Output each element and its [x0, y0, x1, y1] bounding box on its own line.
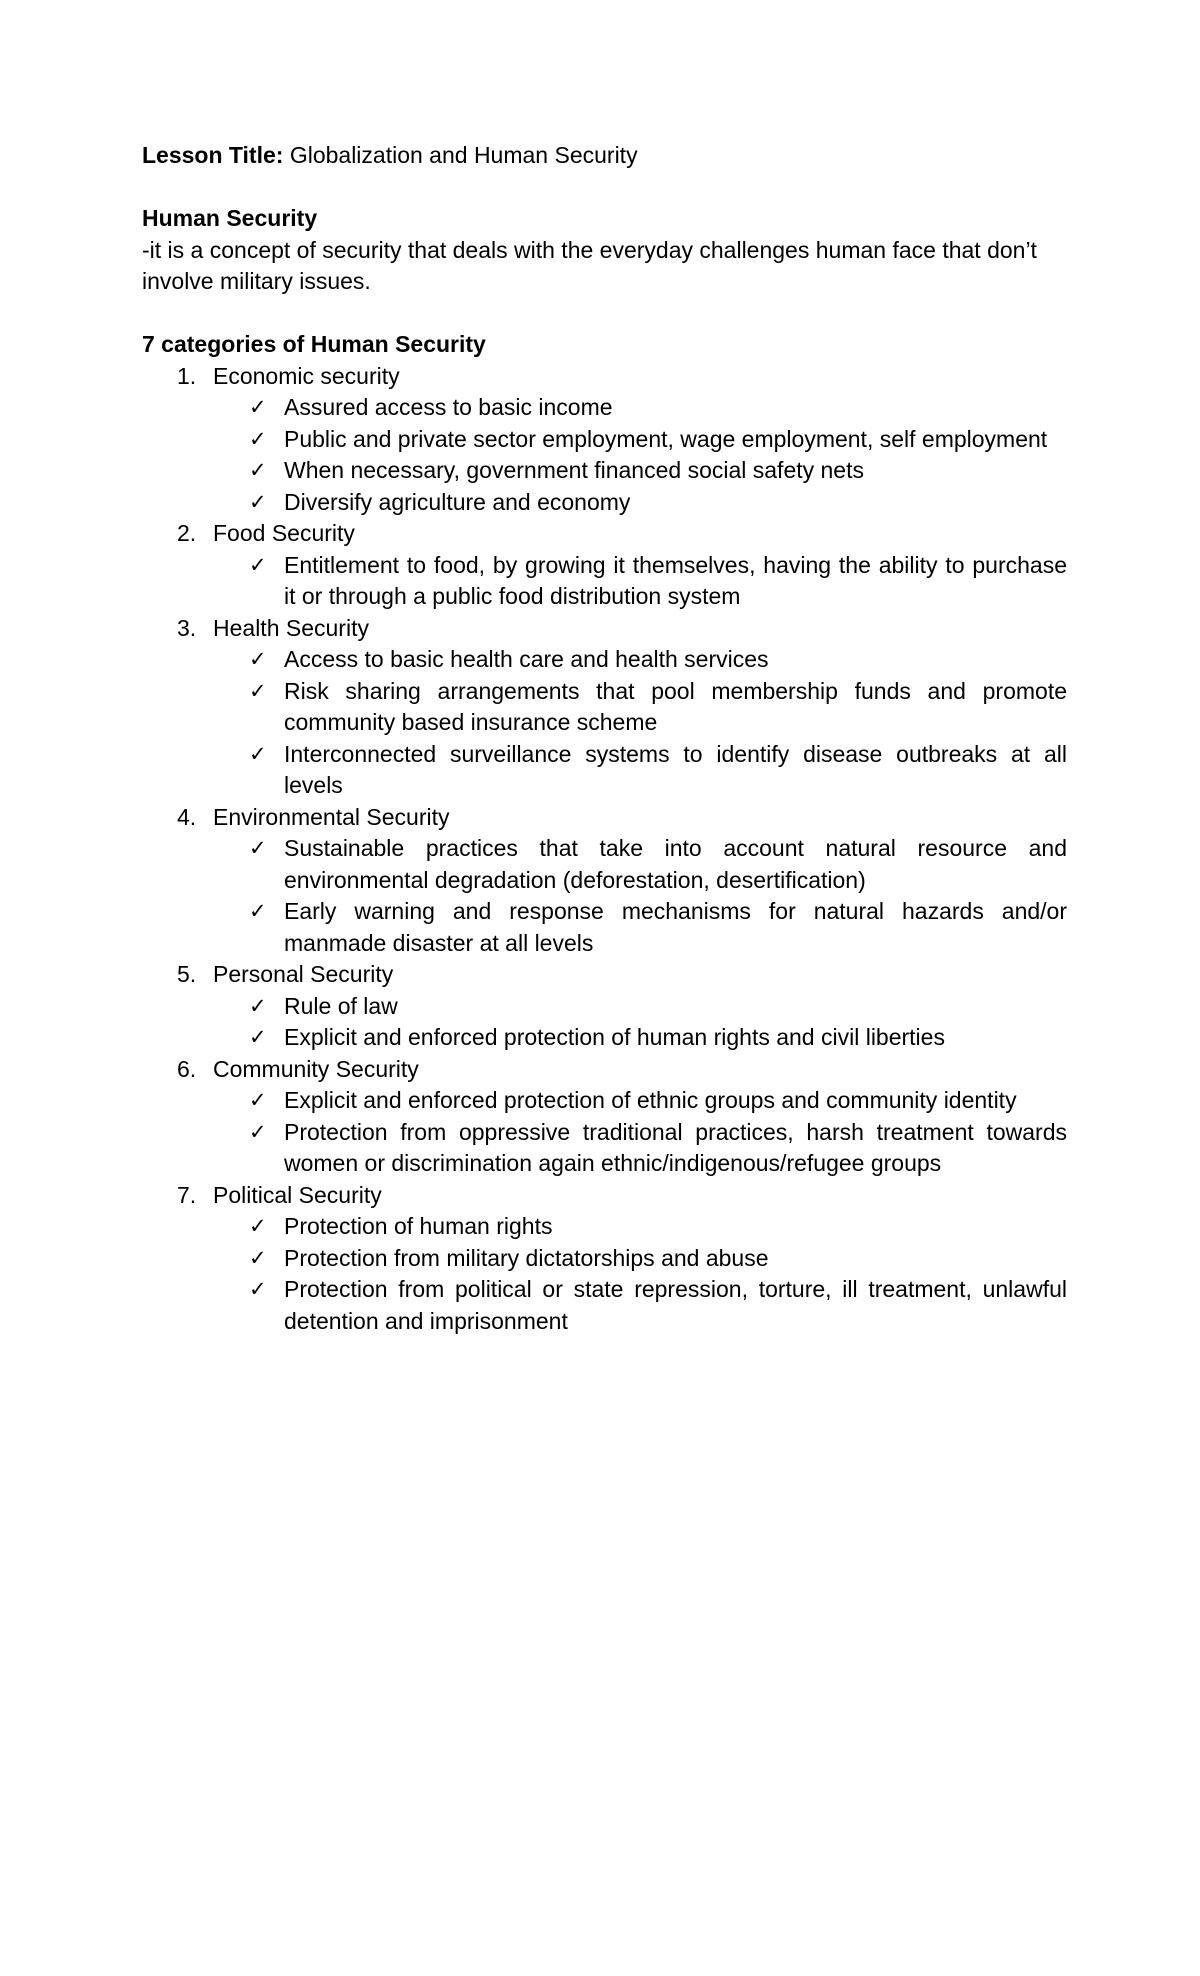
bullet-item-text: Protection from military dictatorships and abuse	[284, 1244, 769, 1271]
category-name: Economic security	[213, 362, 400, 389]
definition-text: -it is a concept of security that deals with the everyday challenges human face that don’t involve military issues.	[142, 236, 1037, 294]
checkmark-icon: ✓	[249, 678, 267, 703]
category-number: 4.	[177, 803, 197, 830]
category-name: Personal Security	[213, 961, 394, 987]
bullet-item	[213, 1085, 1067, 1117]
bullet-item-text: Interconnected surveillance systems to identify disease outbreaks at all levels	[284, 740, 1067, 798]
category-name: Political Security	[213, 1181, 382, 1208]
checkmark-icon: ✓	[249, 458, 267, 482]
category-item	[142, 1054, 1067, 1180]
category-items-list	[213, 991, 1067, 1054]
bullet-item-text: Sustainable practices that take into account natural resource and environmental degradation (deforestation, desertification)	[284, 835, 1067, 893]
bullet-item-text: Public and private sector employment, wage employment, self employment	[284, 425, 1048, 452]
checkmark-icon: ✓	[249, 1119, 267, 1144]
lesson-title-line	[142, 140, 1067, 172]
category-name: Food Security	[213, 520, 355, 546]
checkmark-icon: ✓	[249, 899, 267, 923]
checkmark-icon: ✓	[249, 1277, 267, 1301]
bullet-item	[213, 739, 1067, 802]
category-item	[142, 613, 1067, 802]
category-items-list	[213, 1211, 1067, 1337]
bullet-item-text: Protection of human rights	[284, 1213, 553, 1239]
checkmark-icon: ✓	[249, 1245, 267, 1270]
checkmark-icon: ✓	[249, 836, 267, 860]
category-item	[142, 518, 1067, 613]
bullet-item	[213, 1274, 1067, 1337]
bullet-item	[213, 833, 1067, 896]
category-number: 3.	[177, 614, 197, 641]
checkmark-icon: ✓	[249, 552, 267, 577]
category-name: Community Security	[213, 1055, 419, 1082]
category-item	[142, 802, 1067, 960]
lesson-title-label: Lesson Title:	[142, 142, 284, 168]
spacer	[142, 172, 1067, 204]
bullet-item	[213, 487, 1067, 519]
bullet-item-text: Explicit and enforced protection of ethnic groups and community identity	[284, 1087, 1017, 1113]
category-item	[142, 959, 1067, 1054]
checkmark-icon: ✓	[249, 395, 267, 419]
category-item	[142, 1180, 1067, 1338]
bullet-item-text: Protection from political or state repression, torture, ill treatment, unlawful detention and imprisonment	[284, 1276, 1067, 1334]
checkmark-icon: ✓	[249, 1025, 267, 1049]
definition-heading: Human Security	[142, 205, 318, 231]
category-number: 2.	[177, 520, 197, 546]
bullet-item-text: Risk sharing arrangements that pool membership funds and promote community based insurance scheme	[284, 677, 1067, 735]
bullet-item-text: Early warning and response mechanisms for natural hazards and/or manmade disaster at all levels	[284, 898, 1067, 956]
category-name: Environmental Security	[213, 803, 450, 830]
bullet-item	[213, 455, 1067, 487]
bullet-item-text: When necessary, government financed social safety nets	[284, 457, 864, 483]
bullet-item	[213, 1211, 1067, 1243]
checkmark-icon: ✓	[249, 1088, 267, 1112]
checkmark-icon: ✓	[249, 741, 267, 766]
bullet-item	[213, 896, 1067, 959]
spacer	[142, 298, 1067, 330]
bullet-item	[213, 550, 1067, 613]
bullet-item	[213, 1243, 1067, 1275]
category-name: Health Security	[213, 614, 369, 641]
bullet-item	[213, 991, 1067, 1023]
bullet-item	[213, 392, 1067, 424]
checkmark-icon: ✓	[249, 993, 267, 1018]
bullet-item-text: Protection from oppressive traditional practices, harsh treatment towards women or discrimination again ethnic/indigenous/refugee groups	[284, 1118, 1067, 1176]
category-item	[142, 361, 1067, 519]
checkmark-icon: ✓	[249, 426, 267, 451]
category-number: 6.	[177, 1055, 197, 1082]
document-page	[142, 140, 1067, 1337]
bullet-item	[213, 644, 1067, 676]
category-items-list	[213, 392, 1067, 518]
category-number: 7.	[177, 1181, 197, 1208]
checkmark-icon: ✓	[249, 647, 267, 671]
bullet-item-text: Explicit and enforced protection of human rights and civil liberties	[284, 1024, 945, 1050]
bullet-item-text: Access to basic health care and health services	[284, 646, 769, 672]
category-items-list	[213, 1085, 1067, 1180]
bullet-item	[213, 424, 1067, 456]
category-items-list	[213, 644, 1067, 802]
bullet-item-text: Diversify agriculture and economy	[284, 488, 631, 515]
bullet-item-text: Assured access to basic income	[284, 394, 613, 420]
bullet-item	[213, 1022, 1067, 1054]
bullet-item-text: Rule of law	[284, 992, 398, 1019]
bullet-item	[213, 1117, 1067, 1180]
lesson-title-value: Globalization and Human Security	[283, 142, 638, 168]
checkmark-icon: ✓	[249, 489, 267, 514]
categories-list	[142, 361, 1067, 1338]
checkmark-icon: ✓	[249, 1214, 267, 1238]
category-number: 1.	[177, 362, 197, 389]
categories-heading: 7 categories of Human Security	[142, 331, 486, 357]
bullet-item	[213, 676, 1067, 739]
category-items-list	[213, 833, 1067, 959]
category-number: 5.	[177, 961, 197, 987]
category-items-list	[213, 550, 1067, 613]
bullet-item-text: Entitlement to food, by growing it themselves, having the ability to purchase it or through a public food distribution system	[284, 551, 1067, 609]
